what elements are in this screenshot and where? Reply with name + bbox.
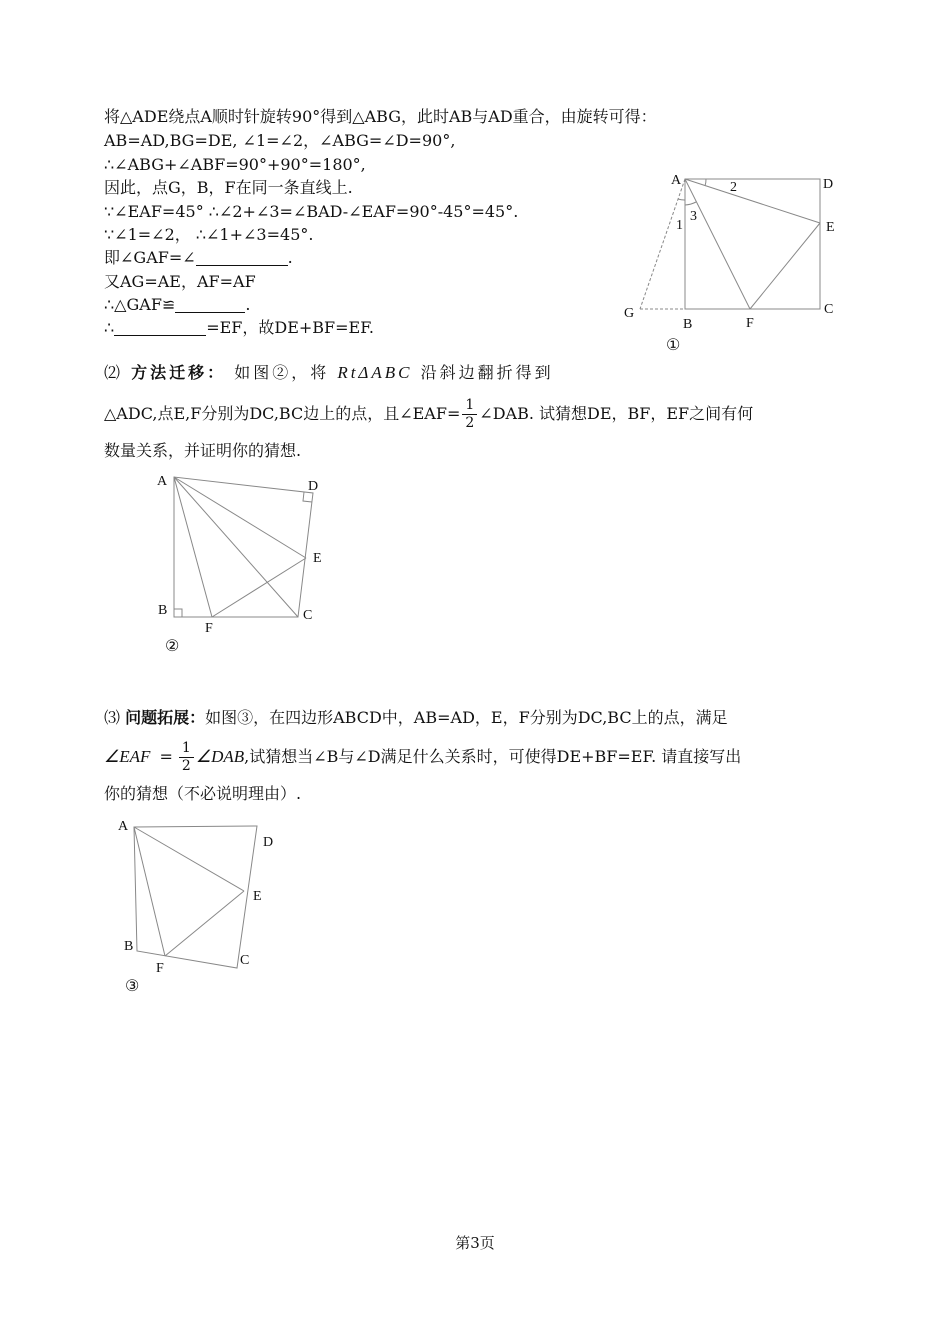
part2-line-3: 数量关系，并证明你的猜想. [104,441,302,460]
segment-af [134,827,165,956]
fig1-label-c: C [824,302,834,317]
proof-line-5: ∵∠EAF=45° ∴∠2+∠3=∠BAD-∠EAF=90°-45°=45°. [104,202,519,221]
figure-1 [610,165,860,360]
part3-equals: = [159,747,173,766]
part2-heading: 方法迁移： [131,363,227,382]
fig2-label-a: A [157,474,168,489]
segment-ef [212,558,306,617]
fig2-label-e: E [313,551,322,566]
figure-2 [150,470,350,660]
fig3-label-b: B [124,939,134,954]
fig1-label-e: E [826,220,835,235]
segment-ae [174,477,306,558]
proof-line-7 [104,248,293,268]
part2-text-3: △ADC,点E,F分别为DC,BC边上的点，且∠EAF= [104,404,461,423]
angle-mark-2 [705,179,706,186]
part3-line-3: 你的猜想（不必说明理由）. [104,784,302,803]
fig1-angle-3: 3 [690,209,697,224]
fig3-caption: ③ [125,978,140,995]
fig3-label-a: A [118,819,129,834]
fig2-label-c: C [303,608,313,623]
figure-3 [110,815,310,1005]
half-fraction: $\frac{1}{2}$ [462,397,477,432]
fig1-label-g: G [624,306,635,321]
segment-ae [134,827,244,891]
part2-question [104,356,864,468]
right-angle-b [174,609,182,617]
angle-mark-3 [685,202,696,205]
proof-line-7-end: . [287,248,293,267]
part3-line-1 [104,701,864,735]
proof-line-7-text: 即∠GAF=∠ [104,248,196,267]
fig1-angle-1: 1 [676,218,683,233]
part2-line-1 [104,356,864,390]
segment-ef [165,891,244,956]
quadrilateral-abcd [174,477,313,617]
fig3-label-e: E [253,889,262,904]
part3-number: ⑶ [104,708,121,727]
part2-number: ⑵ [104,363,124,382]
proof-line-2: AB=AD,BG=DE, ∠1=∠2，∠ABG=∠D=90°, [104,131,456,150]
fig2-label-f: F [205,621,213,636]
answer-blank-segment[interactable] [114,319,206,336]
proof-line-8: 又AG=AE，AF=AF [104,272,256,291]
fig1-label-b: B [683,317,693,332]
proof-line-3: ∴∠ABG+∠ABF=90°+90°=180°, [104,155,366,174]
fig3-label-c: C [240,953,250,968]
part3-line-2 [104,737,864,777]
part3-math-eaf: ∠EAF [104,747,151,766]
part3-text-2: ,试猜想当∠B与∠D满足什么关系时，可使得DE+BF=EF. 请直接写出 [244,747,742,766]
fig2-label-b: B [158,603,168,618]
part3-heading: 问题拓展： [125,708,206,727]
fig1-label-f: F [746,316,754,331]
half-fraction-2: $\frac{1}{2}$ [179,740,194,775]
part3-text-1: 如图③，在四边形ABCD中，AB=AD，E，F分别为DC,BC上的点，满足 [205,708,728,727]
square-abcd [685,179,820,309]
answer-blank-triangle[interactable] [175,296,245,313]
part3-math-dab: ∠DAB [195,747,245,766]
segment-af [685,179,750,309]
fig3-label-f: F [156,961,164,976]
part2-math: RtΔABC [337,363,413,382]
segment-ef [750,223,820,309]
proof-line-1: 将△ADE绕点A顺时针旋转90°得到△ABG，此时AB与AD重合，由旋转可得： [104,107,657,126]
proof-line-9-text: ∴△GAF≌ [104,295,176,314]
answer-blank-angle[interactable] [196,249,288,266]
segment-ag [640,179,685,309]
proof-line-9 [104,295,250,315]
proof-line-10-text: ∴ [104,318,115,337]
page-number: 第3页 [455,1234,495,1252]
part2-text-4: ∠DAB. 试猜想DE，BF，EF之间有何 [479,404,754,423]
fig1-angle-2: 2 [730,180,737,195]
angle-mark-1 [678,199,685,200]
part2-text-2: 沿斜边翻折得到 [420,363,554,382]
proof-line-10 [104,318,374,338]
fig2-label-d: D [308,479,319,494]
proof-line-9-end: . [245,295,251,314]
fig1-label-a: A [671,173,682,188]
proof-line-4: 因此，点G，B，F在同一条直线上. [104,178,353,197]
fig1-caption: ① [666,337,681,354]
part2-text-1: 如图②，将 [234,363,330,382]
fig2-caption: ② [165,638,180,655]
part3-question [104,701,864,811]
part2-line-2 [104,394,864,434]
proof-line-6: ∵∠1=∠2， ∴∠1+∠3=45°. [104,225,314,244]
proof-line-10-end: =EF，故DE+BF=EF. [206,318,374,337]
fig3-label-d: D [263,835,274,850]
fig1-label-d: D [823,177,834,192]
quadrilateral-abcd [134,826,257,968]
